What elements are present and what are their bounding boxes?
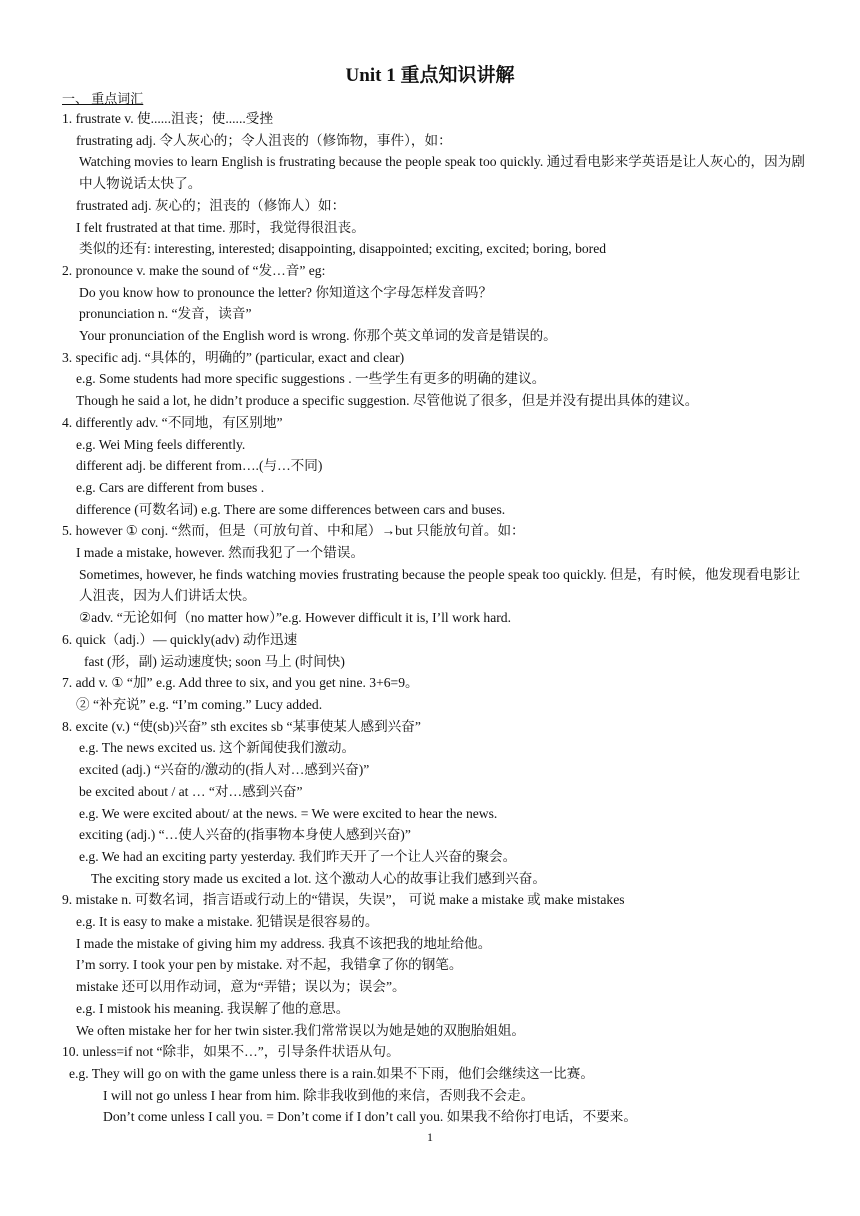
text-line: Sometimes, however, he finds watching movies frustrating because the people speak too quickly. 但是，有时候，他发现看电影让人沮丧，因为人们讲话太快。 <box>79 566 801 604</box>
text-line: I made the mistake of giving him my address. 我真不该把我的地址给他。 <box>76 935 492 951</box>
page-title: Unit 1 重点知识讲解 <box>345 65 515 86</box>
text-line: 2. pronounce v. make the sound of “发…音” eg: <box>62 262 326 278</box>
text-line: ②adv. “无论如何（no matter how）”e.g. However difficult it is, I’ll work hard. <box>79 610 511 626</box>
text-line: 6. quick（adj.）— quickly(adv) 动作迅速 <box>62 631 298 647</box>
text-line: e.g. The news excited us. 这个新闻使我们激动。 <box>79 740 356 756</box>
text-line: e.g. Some students had more specific suggestions . 一些学生有更多的明确的建议。 <box>76 371 546 387</box>
text-line: 8. excite (v.) “使(sb)兴奋” sth excites sb “某事使某人感到兴奋” <box>62 718 421 734</box>
text-line: e.g. Wei Ming feels differently. <box>76 436 246 452</box>
text-line: Your pronunciation of the English word is wrong. 你那个英文单词的发音是错误的。 <box>79 328 557 344</box>
text-line: e.g. Cars are different from buses . <box>76 479 265 495</box>
text-line: We often mistake her for her twin sister.我们常常误以为她是她的双胞胎姐姐。 <box>76 1022 525 1038</box>
text-line: I’m sorry. I took your pen by mistake. 对不起，我错拿了你的钢笔。 <box>76 957 463 973</box>
text-line: I will not go unless I hear from him. 除非我收到他的来信，否则我不会走。 <box>103 1087 535 1103</box>
text-line: Though he said a lot, he didn’t produce a specific suggestion. 尽管他说了很多，但是并没有提出具体的建议。 <box>76 393 699 409</box>
text-line: pronunciation n. “发音，读音” <box>79 306 252 322</box>
text-line: e.g. It is easy to make a mistake. 犯错误是很容易的。 <box>76 914 379 930</box>
text-line: 3. specific adj. “具体的，明确的” (particular, exact and clear) <box>62 349 405 365</box>
text-line: e.g. They will go on with the game unless there is a rain.如果不下雨，他们会继续这一比赛。 <box>69 1065 594 1081</box>
text-line: frustrated adj. 灰心的；沮丧的（修饰人）如： <box>76 197 346 213</box>
text-line: frustrating adj. 令人灰心的；令人沮丧的（修饰物，事件），如： <box>76 132 452 148</box>
text-line: e.g. We had an exciting party yesterday. 我们昨天开了一个让人兴奋的聚会。 <box>79 848 517 864</box>
text-line: I felt frustrated at that time. 那时，我觉得很沮丧。 <box>76 219 365 235</box>
text-line: 5. however ① conj. “然而，但是（可放句首、中和尾）→but 只能放句首。如： <box>62 523 525 539</box>
text-line: Watching movies to learn English is frustrating because the people speak too quickly. 通过看电影来学英语是让人灰心的，因为剧中人物说话太快了。 <box>79 154 805 192</box>
page-number: 1 <box>427 1130 433 1144</box>
text-line: Don’t come unless I call you. = Don’t come if I don’t call you. 如果我不给你打电话，不要来。 <box>103 1109 637 1125</box>
text-line: different adj. be different from….(与…不同) <box>76 458 323 474</box>
text-line: be excited about / at … “对…感到兴奋” <box>79 783 303 799</box>
text-line: The exciting story made us excited a lot. 这个激动人心的故事让我们感到兴奋。 <box>91 870 546 886</box>
text-line: Do you know how to pronounce the letter? 你知道这个字母怎样发音吗？ <box>79 284 493 300</box>
text-line: fast (形，副) 运动速度快; soon 马上 (时间快) <box>84 653 345 669</box>
text-line: e.g. I mistook his meaning. 我误解了他的意思。 <box>76 1000 350 1016</box>
section-heading: 一、 重点词汇 <box>62 91 144 106</box>
text-line: 9. mistake n. 可数名词，指言语或行动上的“错误，失误”， 可说 make a mistake 或 make mistakes <box>62 892 625 908</box>
text-line: mistake 还可以用作动词，意为“弄错；误以为；误会”。 <box>76 979 406 995</box>
text-line: 4. differently adv. “不同地，有区别地” <box>62 414 283 430</box>
text-line: exciting (adj.) “…使人兴奋的(指事物本身使人感到兴奋)” <box>79 827 411 843</box>
text-line: difference (可数名词) e.g. There are some differences between cars and buses. <box>76 501 506 517</box>
text-line: 1. frustrate v. 使......沮丧；使......受挫 <box>62 111 273 126</box>
text-line: 7. add v. ① “加” e.g. Add three to six, and you get nine. 3+6=9。 <box>62 675 419 691</box>
text-line: ② “补充说” e.g. “I’m coming.” Lucy added. <box>76 696 323 712</box>
text-line: excited (adj.) “兴奋的/激动的(指人对…感到兴奋)” <box>79 762 370 778</box>
text-line: 10. unless=if not “除非，如果不…”，引导条件状语从句。 <box>62 1044 400 1060</box>
text-line: 类似的还有: interesting, interested; disappointing, disappointed; exciting, excited; boring, bored <box>79 241 607 257</box>
text-line: e.g. We were excited about/ at the news. = We were excited to hear the news. <box>79 805 498 821</box>
text-line: I made a mistake, however. 然而我犯了一个错误。 <box>76 545 365 561</box>
vocabulary-notes <box>62 108 812 1128</box>
